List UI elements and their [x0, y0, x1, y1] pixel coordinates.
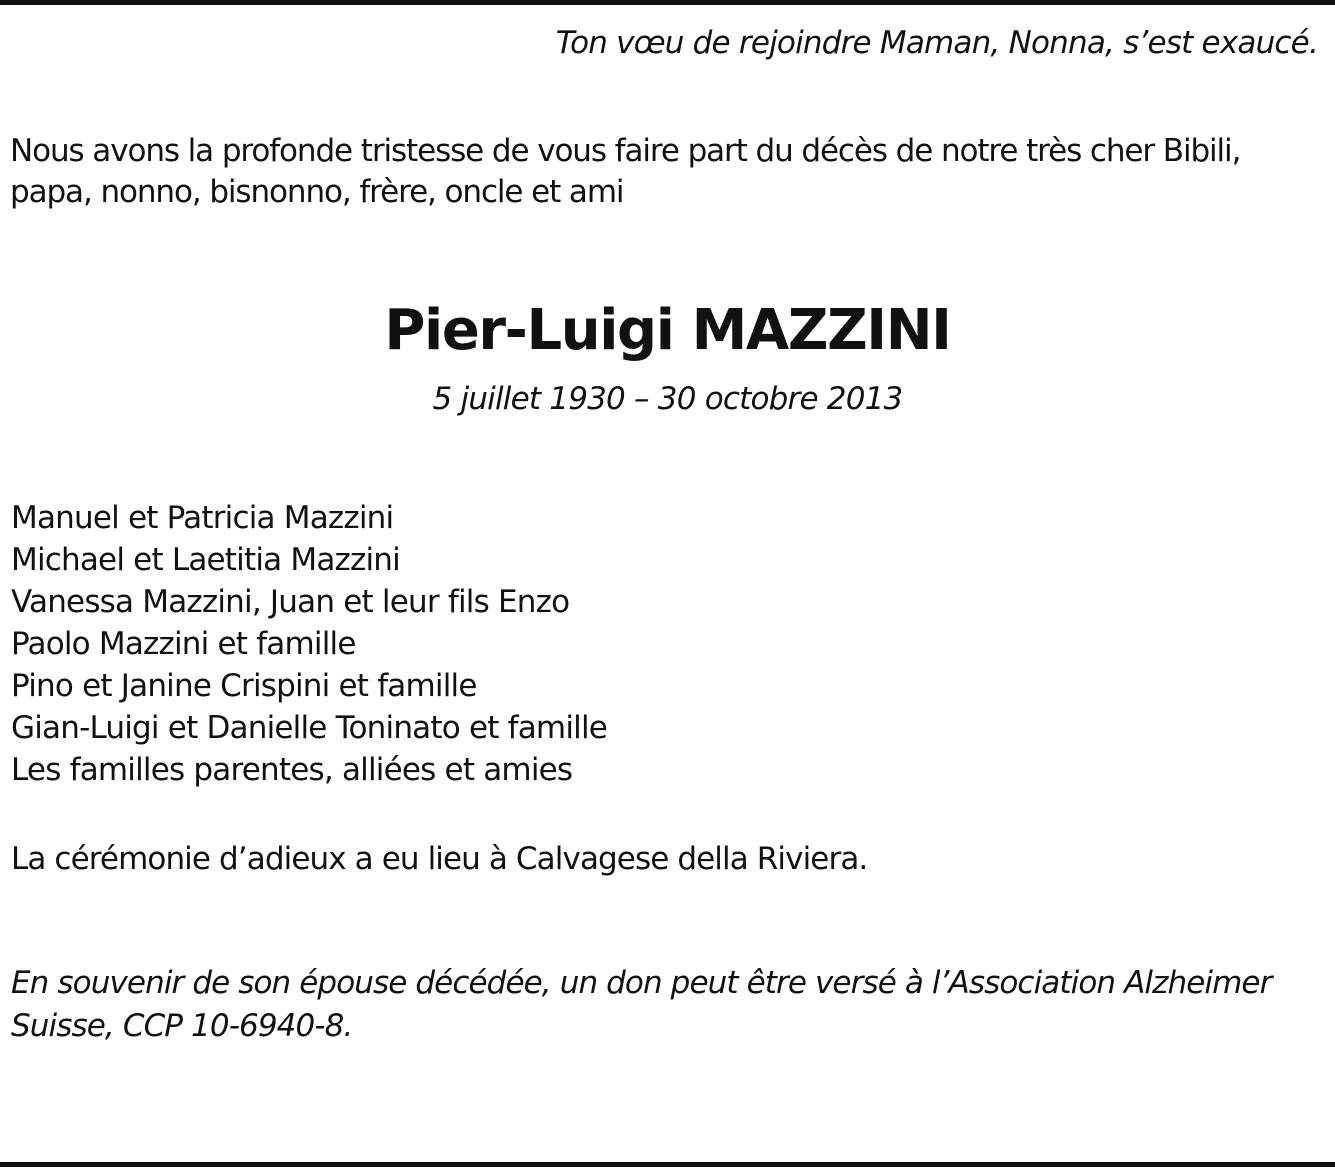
ceremony-note: La cérémonie d’adieux a eu lieu à Calvagese della Riviera.: [11, 841, 868, 877]
mourner-entry: Paolo Mazzini et famille: [11, 626, 356, 662]
intro-line-2: papa, nonno, bisnonno, frère, oncle et ami: [10, 174, 624, 210]
mourner-entry: Vanessa Mazzini, Juan et leur fils Enzo: [11, 584, 570, 620]
donation-note-line-2: Suisse, CCP 10-6940-8.: [11, 1008, 353, 1044]
intro-line-1: Nous avons la profonde tristesse de vous faire part du décès de notre très cher Bibili,: [10, 133, 1241, 169]
top-border-rule: [0, 0, 1335, 5]
mourner-entry: Gian-Luigi et Danielle Toninato et famille: [11, 710, 608, 746]
mourner-entry: Les familles parentes, alliées et amies: [11, 752, 573, 788]
life-dates: 5 juillet 1930 – 30 octobre 2013: [432, 381, 903, 417]
mourner-entry: Manuel et Patricia Mazzini: [11, 500, 394, 536]
deceased-name: Pier-Luigi MAZZINI: [384, 298, 951, 363]
mourners-list: [11, 497, 607, 791]
mourner-entry: Michael et Laetitia Mazzini: [11, 542, 400, 578]
donation-note-line-1: En souvenir de son épouse décédée, un don peut être versé à l’Association Alzheimer: [11, 965, 1272, 1001]
mourner-entry: Pino et Janine Crispini et famille: [11, 668, 477, 704]
epigraph: Ton vœu de rejoindre Maman, Nonna, s’est exaucé.: [555, 25, 1318, 61]
bottom-border-rule: [0, 1162, 1335, 1167]
